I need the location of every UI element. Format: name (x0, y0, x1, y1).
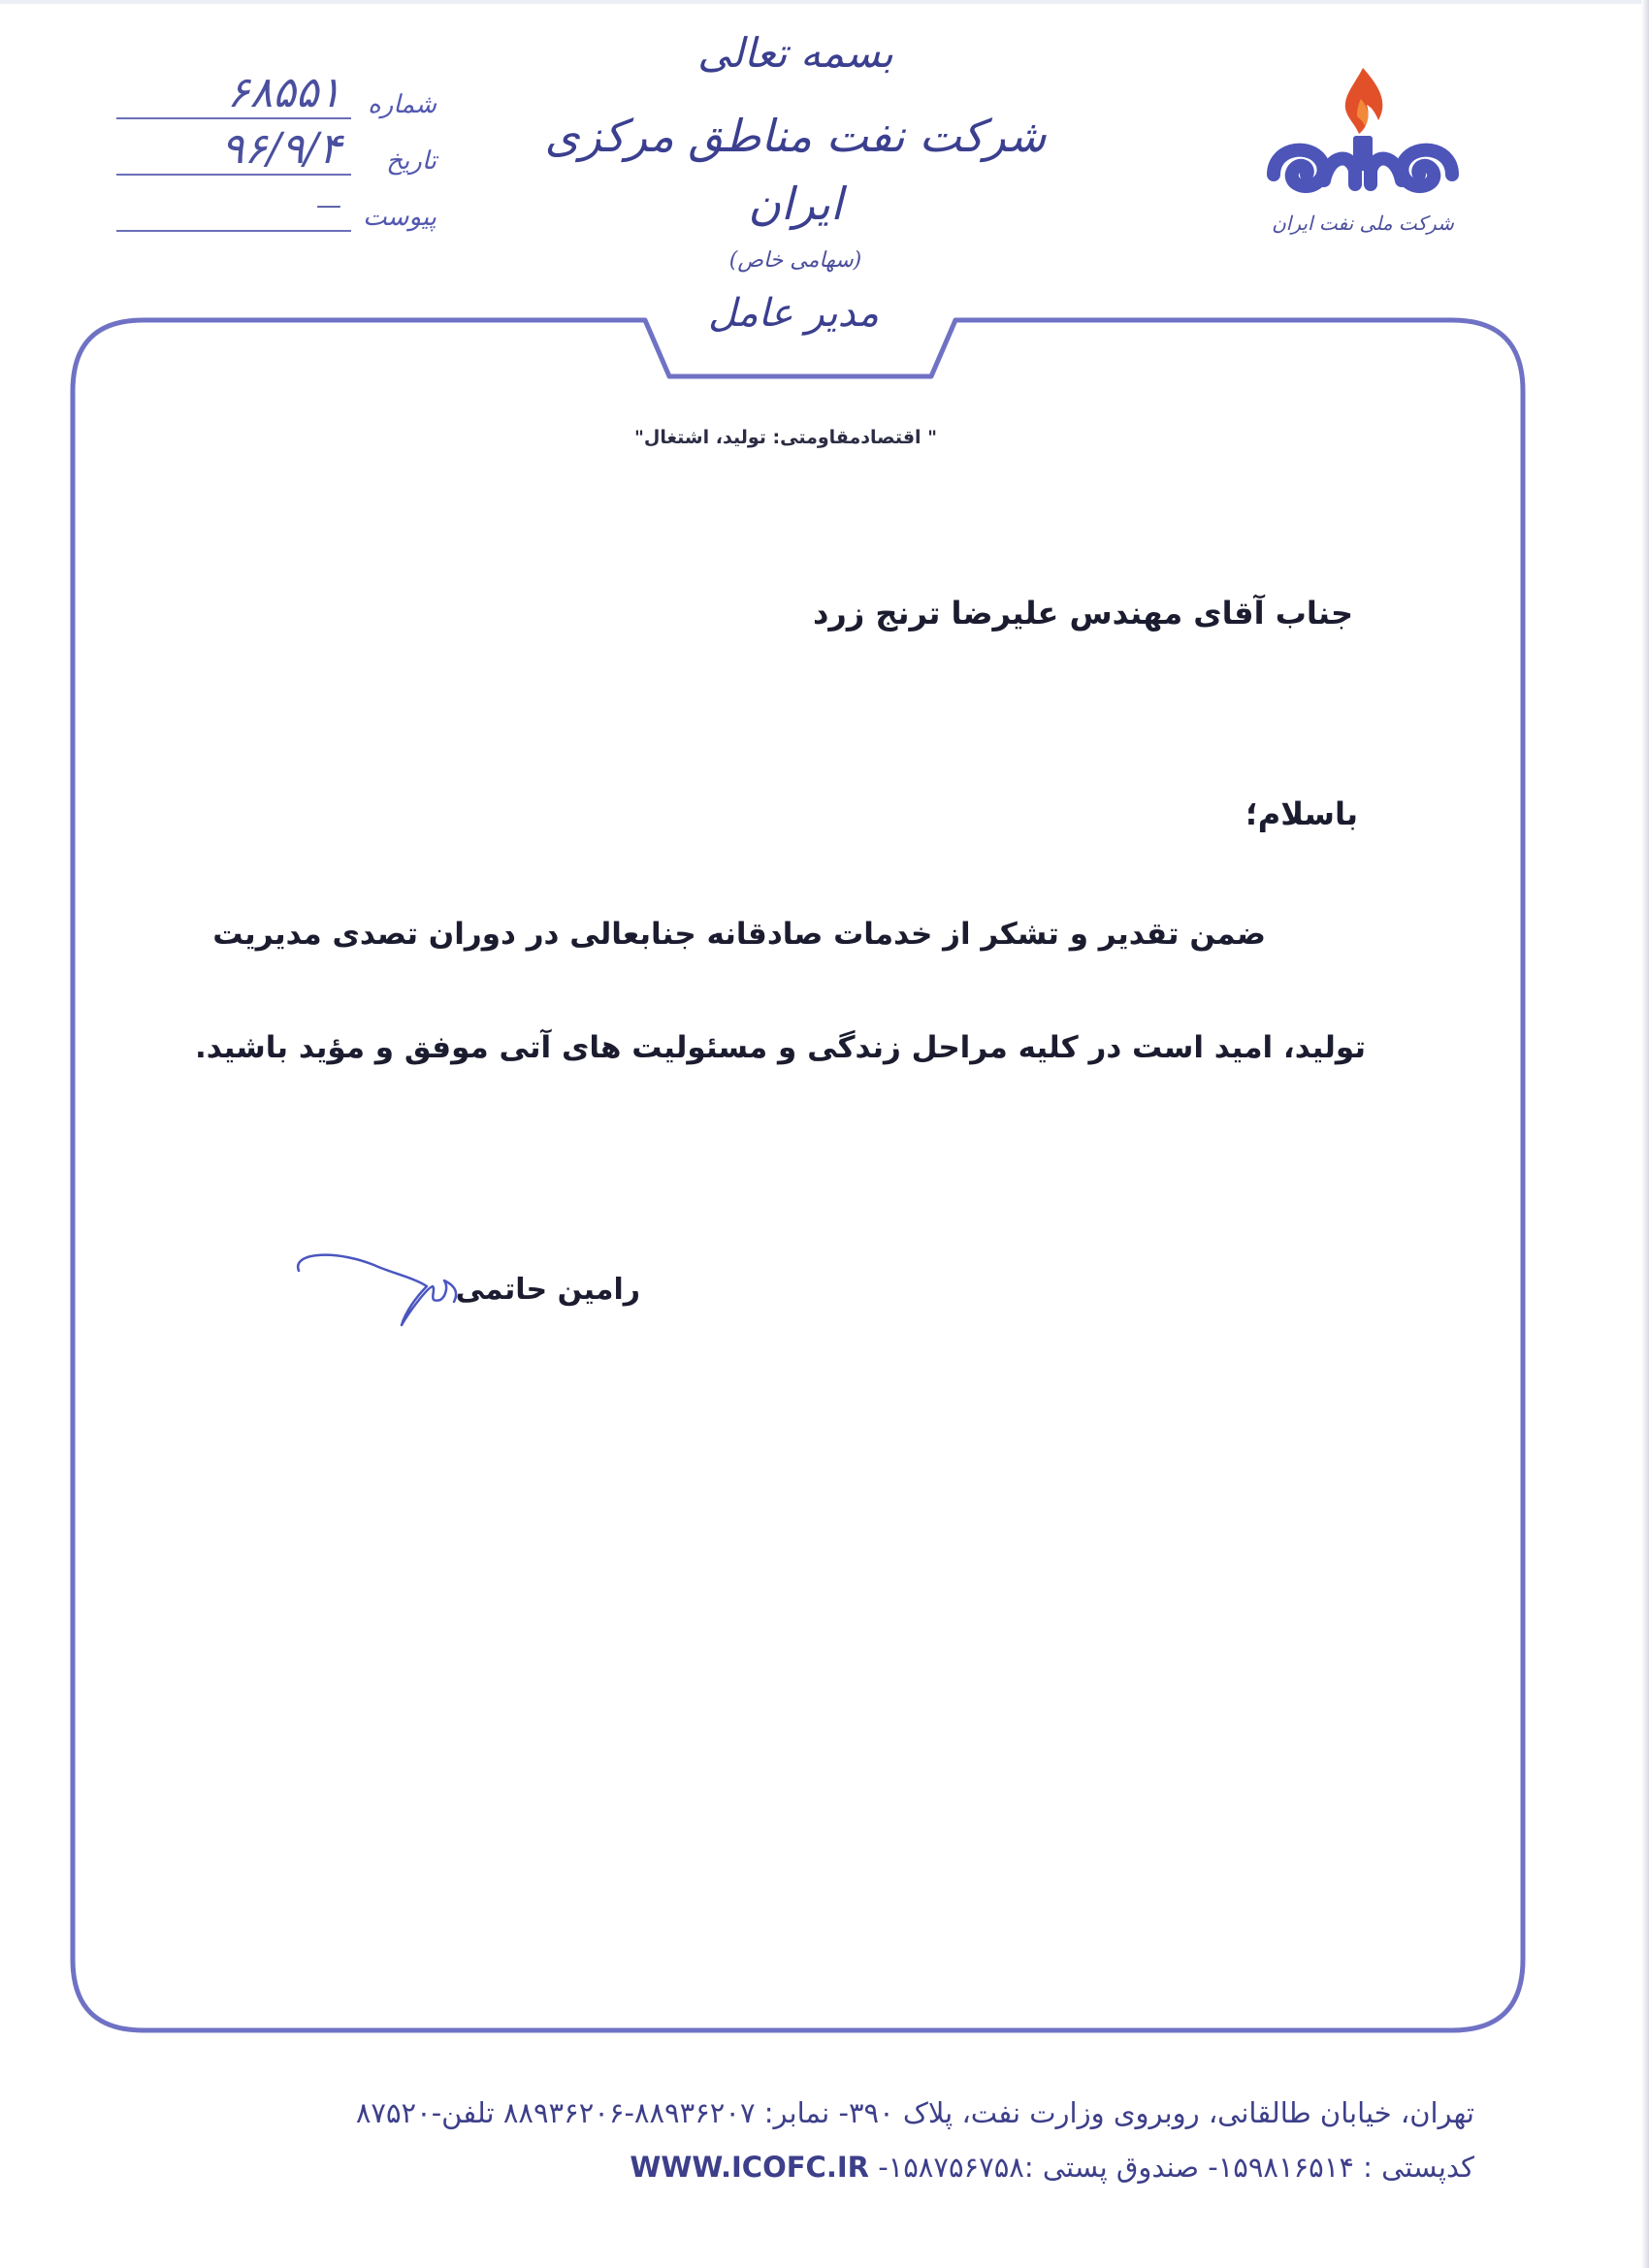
logo-caption: شرکت ملی نفت ایران (1272, 211, 1454, 235)
footer-postal-text: کدپستی : ۱۵۹۸۱۶۵۱۴- صندوق پستی :۱۵۸۷۵۶۷۵۸- (878, 2151, 1474, 2184)
paragraph-line-2: تولید، امید است در کلیه مراحل زندگی و مسئولیت های آتی موفق و مؤید باشید. (194, 1030, 1366, 1065)
company-type: (سهامی خاص) (728, 248, 862, 273)
invocation-text: بسمه تعالی (697, 29, 893, 77)
signer-name: رامین حاتمی (455, 1273, 640, 1307)
department-title: مدیر عامل (707, 291, 880, 336)
paragraph-line-1: ضمن تقدیر و تشکر از خدمات صادقانه جنابعالی در دوران تصدی مدیریت (212, 917, 1266, 952)
company-name: شرکت نفت مناطق مرکزی ایران (544, 110, 1047, 230)
recipient-line: جناب آقای مهندس علیرضا ترنج زرد (813, 595, 1353, 632)
letter-attachment-label: پیوست (363, 203, 436, 232)
letter-date-label: تاریخ (386, 146, 436, 176)
letter-number-label: شماره (368, 90, 436, 119)
footer-website-link[interactable]: WWW.ICOFC.IR (630, 2151, 869, 2184)
greeting-line: باسلام؛ (1245, 795, 1358, 832)
signature-block (281, 1232, 640, 1348)
letter-attachment-value: — (116, 181, 351, 232)
letter-footer (136, 2086, 1474, 2194)
handwritten-signature (281, 1232, 475, 1329)
letter-date-value: ۹۶/۹/۴ (116, 125, 351, 176)
slogan-text: " اقتصادمقاومتی: تولید، اشتغال" (633, 427, 938, 448)
footer-address: تهران، خیابان طالقانی، روبروی وزارت نفت، پلاک ۳۹۰- نمابر: ۸۸۹۳۶۲۰۷-۸۸۹۳۶۲۰۶ تلفن-۸۷۵۲۰ (355, 2096, 1474, 2129)
letter-number-value: ۶۸۵۵۱ (116, 69, 351, 119)
footer-postal-line (136, 2140, 1474, 2194)
